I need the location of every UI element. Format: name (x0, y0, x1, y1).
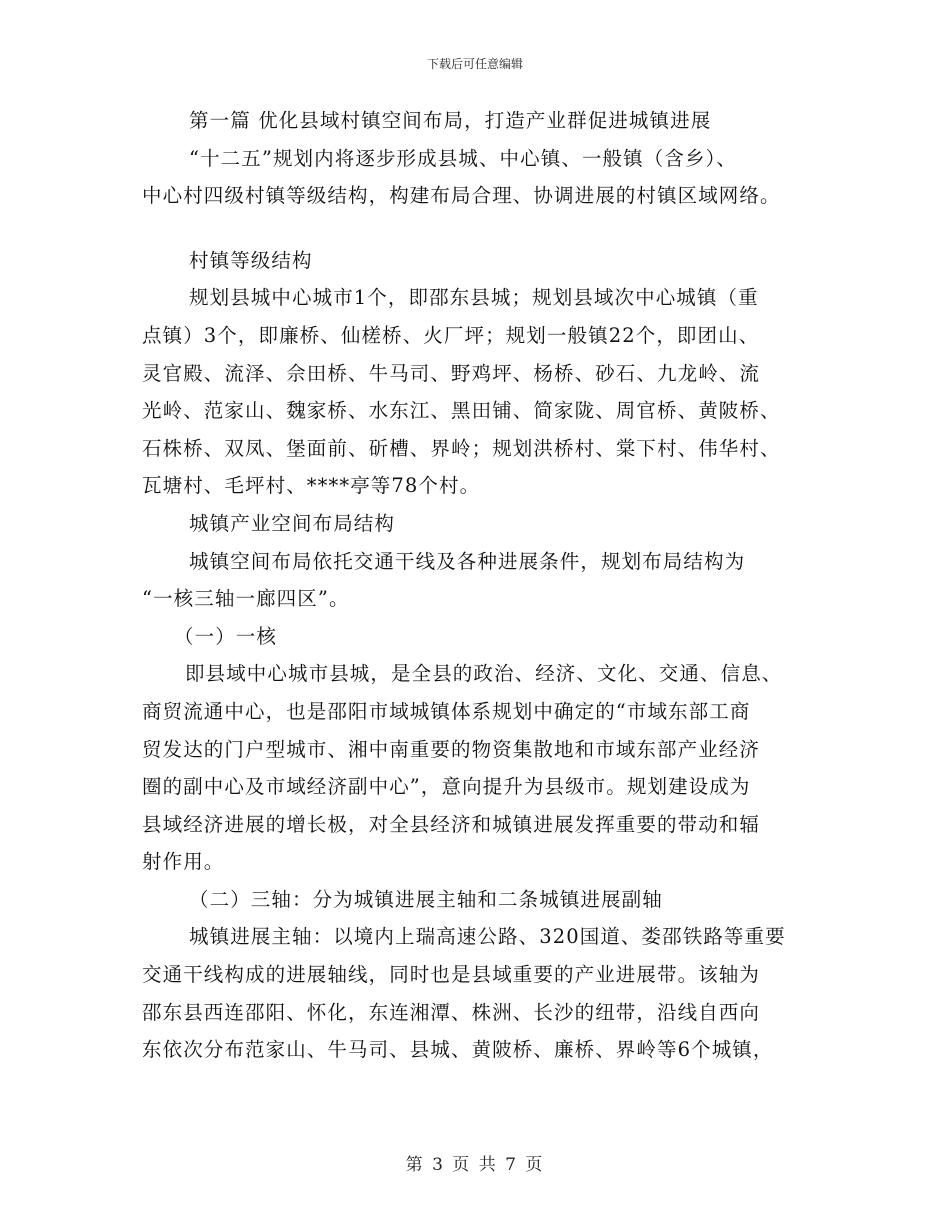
page-header: 下载后可任意编辑 (426, 57, 523, 71)
text-line: 城镇进展主轴：以境内上瑞高速公路、320国道、娄邵铁路等重要 (189, 925, 786, 949)
text-line: （一）一核 (174, 624, 278, 648)
text-line: “一核三轴一廊四区”。 (142, 587, 350, 611)
text-line: 灵官殿、流泽、佘田桥、牛马司、野鸡坪、杨桥、砂石、九龙岭、流 (142, 361, 761, 385)
text-line: 邵东县西连邵阳、怀化，东连湘潭、株洲、长沙的纽带，沿线自西向 (142, 1000, 761, 1024)
text-line: 即县域中心城市县城，是全县的政治、经济、文化、交通、信息、 (185, 662, 783, 686)
text-line: 交通干线构成的进展轴线，同时也是县域重要的产业进展带。该轴为 (142, 963, 761, 987)
document-body (142, 102, 818, 1069)
text-line: 东依次分布范家山、牛马司、县城、黄陂桥、廉桥、界岭等6个城镇， (142, 1038, 774, 1062)
text-line: 城镇空间布局依托交通干线及各种进展条件，规划布局结构为 (189, 549, 746, 573)
text-line: 村镇等级结构 (189, 248, 313, 272)
text-line: 贸发达的门户型城市、湘中南重要的物资集散地和市域东部产业经济 (142, 737, 761, 761)
page-number: 第 3 页 共 7 页 (405, 1155, 545, 1175)
text-line: 点镇）3个，即廉桥、仙槎桥、火厂坪；规划一般镇22个，即团山、 (142, 323, 760, 347)
text-line: 光岭、范家山、魏家桥、水东江、黑田铺、简家陇、周官桥、黄陂桥、 (142, 399, 781, 423)
text-line: 石株桥、双凤、堡面前、斫槽、界岭；规划洪桥村、棠下村、伟华村、 (142, 436, 781, 460)
paragraph-gap (142, 215, 818, 242)
text-line: 第一篇 优化县域村镇空间布局，打造产业群促进城镇进展 (189, 109, 712, 132)
text-line: 规划县城中心城市1个，即邵东县城；规划县域次中心城镇（重 (189, 286, 759, 310)
text-line: 城镇产业空间布局结构 (189, 511, 396, 535)
text-line: （二）三轴：分为城镇进展主轴和二条城镇进展副轴 (189, 887, 663, 911)
text-line: “十二五”规划内将逐步形成县城、中心镇、一般镇（含乡）、 (189, 146, 737, 170)
text-line: 射作用。 (142, 850, 225, 874)
text-line: 县域经济进展的增长极，对全县经济和城镇进展发挥重要的带动和辐 (142, 812, 761, 836)
text-line: 圈的副中心及市域经济副中心”，意向提升为县级市。规划建设成为 (142, 775, 751, 799)
text-line: 中心村四级村镇等级结构，构建布局合理、协调进展的村镇区域网络。 (142, 184, 781, 208)
text-line: 商贸流通中心，也是邵阳市域城镇体系规划中确定的“市域东部工商 (142, 699, 751, 723)
text-line: 瓦塘村、毛坪村、****亭等78个村。 (142, 474, 481, 498)
